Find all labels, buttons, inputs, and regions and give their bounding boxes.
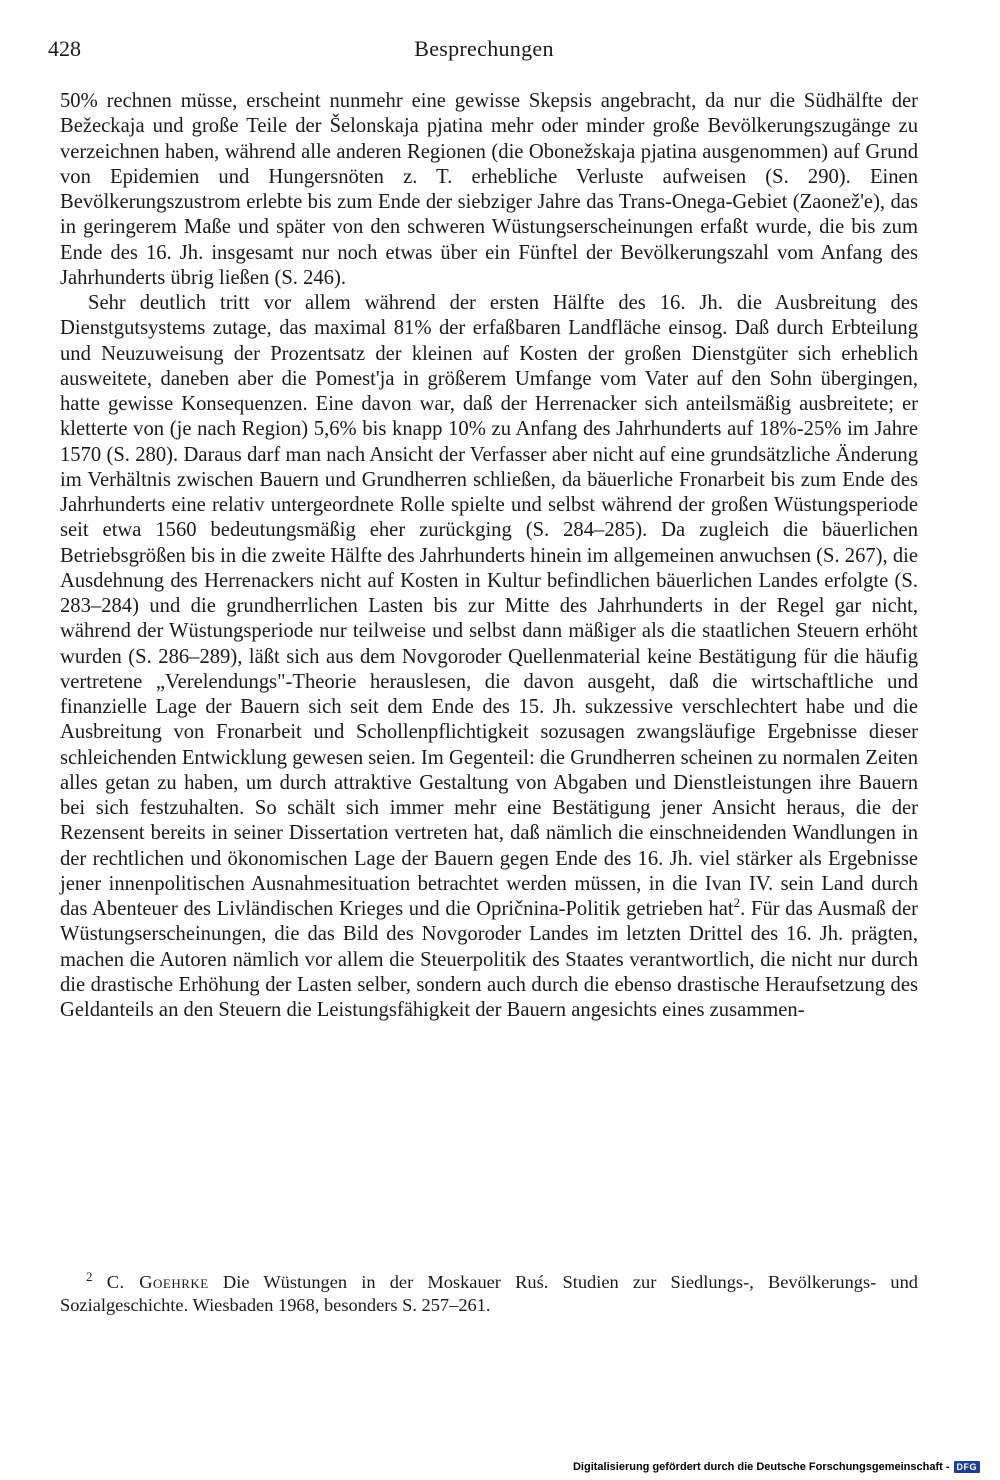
footnote [60,1268,918,1317]
paragraph: 50% rechnen müsse, erscheint nunmehr eine gewisse Skepsis angebracht, da nur die Südhälfte der Bežeckaja und große Teile der Šelonskaja pjatina mehr oder minder große Bevölkerungszugänge zu verzeichnen haben, während alle anderen Regionen (die Obonežskaja pjatina ausgenommen) auf Grund von Epidemien und Hungersnöten z. T. erhebliche Verluste aufweisen (S. 290). Einen Bevölkerungszustrom erlebte bis zum Ende der siebziger Jahre das Trans-Onega-Gebiet (Zaonež'e), das in geringerem Maße und später von den schweren Wüstungserscheinungen erfaßt wurde, die bis zum Ende des 16. Jh. insgesamt nur noch etwas über ein Fünftel der Bevölkerungszahl vom Anfang des Jahrhunderts übrig ließen (S. 246). [60,90,918,289]
page-number: 428 [48,36,81,61]
paragraph [60,291,918,1023]
footnote-reference[interactable]: 2 [733,895,741,911]
dfg-logo-icon: DFG [954,1461,981,1473]
main-text [60,89,918,1023]
footnote-number: 2 [86,1268,93,1284]
page-header [48,36,920,68]
running-head: Besprechungen [414,36,554,61]
credit-text: Digitalisierung gefördert durch die Deutsche Forschungsgemeinschaft - [572,1461,950,1473]
footnote-author: C. Goehrke [106,1272,209,1292]
paragraph-text: Sehr deutlich tritt vor allem während der ersten Hälfte des 16. Jh. die Ausbreitung des Dienstgutsystems zutage, das maximal 81% der erfaßbaren Landfläche einsog. Daß durch Erbteilung und Neuzuweisung der Prozentsatz der kleinen auf Kosten der großen Dienstgüter sich erheblich ausweitete, daneben aber die Pomest'ja in größerem Umfange vom Vater auf den Sohn übergingen, hatte gewisse Konsequenzen. Eine davon war, daß der Herrenacker sich anteilsmäßig ausbreitete; er kletterte von (je nach Region) 5,6% bis knapp 10% zu Anfang des Jahrhunderts auf 18%-25% im Jahre 1570 (S. 280). Daraus darf man nach Ansicht der Verfasser aber nicht auf eine grundsätzliche Änderung im Verhältnis zwischen Bauern und Grundherren schließen, da bäuerliche Fronarbeit bis zum Ende des Jahrhunderts eine relativ untergeordnete Rolle spielte und selbst während der großen Wüstungsperiode seit etwa 1560 bedeutungsmäßig eher zurückging (S. 284–285). Da zugleich die bäuerlichen Betriebsgrößen bis in die zweite Hälfte des Jahrhunderts hinein im allgemeinen anwuchsen (S. 267), die Ausdehnung des Herrenackers nicht auf Kosten in Kultur befindlichen bäuerlichen Landes erfolgte (S. 283–284) und die grundherrlichen Lasten bis zur Mitte des Jahrhunderts in der Regel gar nicht, während der Wüstungsperiode nur teilweise und selbst dann mäßiger als die staatlichen Steuern erhöht wurden (S. 286–289), läßt sich aus dem Novgoroder Quellenmaterial keine Bestätigung für die häufig vertretene „Verelendungs"-Theorie herauslesen, die davon ausgeht, daß die wirtschaftliche und finanzielle Lage der Bauern sich seit dem Ende des 15. Jh. sukzessive verschlechtert habe und die Ausbreitung von Fronarbeit und Schollenpflichtigkeit sozusagen zwangsläufige Ergebnisse dieser schleichenden Entwicklung gewesen seien. Im Gegenteil: die Grundherren scheinen zu normalen Zeiten alles getan zu haben, um durch attraktive Gestaltung von Abgaben und Dienstleistungen ihre Bauern bei sich festzuhalten. So schält sich immer mehr eine Bestätigung jener Ansicht heraus, die der Rezensent bereits in seiner Dissertation vertreten hat, daß nämlich die einschneidenden Wandlungen in der rechtlichen und ökonomischen Lage der Bauern gegen Ende des 16. Jh. viel stärker als Ergebnisse jener innenpolitischen Ausnahmesituation betrachtet werden müssen, in die Ivan IV. sein Land durch das Abenteuer des Livländischen Krieges und die Opričnina-Politik getrieben hat [60,292,918,920]
sentence-period: . [740,898,746,920]
footnote-text: Die Wüstungen in der Moskauer Ruś. Studien zur Siedlungs-, Bevölkerungs- und Sozialgeschichte. Wiesbaden 1968, besonders S. 257–261. [60,1272,918,1315]
digitization-credit [573,1459,980,1475]
paragraph-text: Für das Ausmaß der Wüstungserscheinungen, die das Bild des Novgoroder Landes im letzten Drittel des 16. Jh. prägten, machen die Autoren nämlich vor allem die Steuerpolitik des Staates verantwortlich, die nicht nur durch die drastische Erhöhung der Lasten selber, sondern auch durch die ebenso drastische Heraufsetzung des Geldanteils an den Steuern die Leistungsfähigkeit der Bauern angesichts eines zusammen- [60,898,918,1021]
